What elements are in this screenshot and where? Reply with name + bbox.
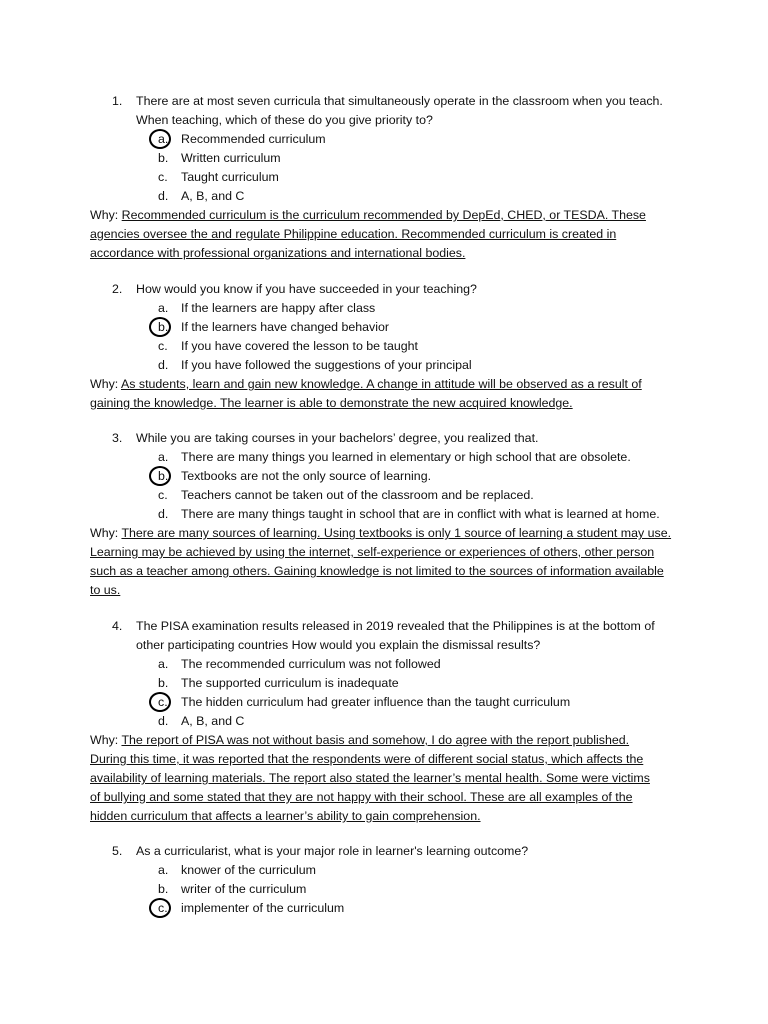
why-text: The report of PISA was not without basis and somehow, I do agree with the report published. [121, 733, 630, 747]
option-d[interactable] [0, 187, 768, 206]
option-text: Textbooks are not the only source of learning. [181, 469, 432, 483]
option-letter: a. [158, 132, 169, 146]
option-text: Teachers cannot be taken out of the classroom and be replaced. [181, 488, 534, 502]
question-3 [0, 429, 768, 600]
question-number: 2. [112, 282, 123, 296]
option-a[interactable] [0, 448, 768, 467]
question-5 [0, 842, 768, 918]
option-letter: d. [158, 714, 169, 728]
option-a[interactable] [0, 130, 768, 149]
option-b[interactable] [0, 880, 768, 899]
option-text: If you have followed the suggestions of your principal [181, 358, 472, 372]
why-text: There are many sources of learning. Using textbooks is only 1 source of learning a student may use. [121, 526, 672, 540]
question-line [0, 842, 768, 861]
option-text: If you have covered the lesson to be taught [181, 339, 418, 353]
why-text: Learning may be achieved by using the internet, self-experience or experiences of others, other person [90, 545, 655, 559]
question-number: 5. [112, 844, 123, 858]
option-text: Recommended curriculum [181, 132, 326, 146]
why-text: to us. [90, 583, 121, 597]
option-b[interactable] [0, 467, 768, 486]
why-explanation [90, 375, 690, 413]
why-label: Why: [90, 377, 121, 391]
question-2 [0, 280, 768, 413]
option-b[interactable] [0, 318, 768, 337]
why-text: hidden curriculum that affects a learner’s ability to gain comprehension. [90, 809, 481, 823]
option-letter: b. [158, 320, 169, 334]
option-letter: c. [158, 488, 168, 502]
option-text: The hidden curriculum had greater influence than the taught curriculum [181, 695, 571, 709]
question-text: The PISA examination results released in 2019 revealed that the Philippines is at the bottom of [136, 619, 655, 633]
why-text: Recommended curriculum is the curriculum recommended by DepEd, CHED, or TESDA. These [121, 208, 646, 222]
why-text: such as a teacher among others. Gaining knowledge is not limited to the sources of information available [90, 564, 664, 578]
option-text: implementer of the curriculum [181, 901, 345, 915]
option-c[interactable] [0, 337, 768, 356]
question-text: other participating countries How would you explain the dismissal results? [136, 638, 541, 652]
option-letter: d. [158, 358, 169, 372]
why-text: agencies oversee the and regulate Philippine education. Recommended curriculum is created in [90, 227, 617, 241]
why-text: During this time, it was reported that the respondents were of different social status, which affects the [90, 752, 644, 766]
why-label: Why: [90, 526, 122, 540]
option-letter: b. [158, 882, 169, 896]
question-number: 4. [112, 619, 123, 633]
option-letter: a. [158, 863, 169, 877]
option-letter: c. [158, 339, 168, 353]
option-text: The recommended curriculum was not followed [181, 657, 441, 671]
question-text: There are at most seven curricula that simultaneously operate in the classroom when you teach. [136, 94, 663, 108]
question-line [0, 617, 768, 636]
option-letter: a. [158, 450, 169, 464]
question-text: How would you know if you have succeeded in your teaching? [136, 282, 477, 296]
question-line [0, 111, 768, 130]
question-line [0, 636, 768, 655]
option-text: If the learners have changed behavior [181, 320, 390, 334]
option-letter: b. [158, 469, 169, 483]
option-letter: c. [158, 170, 168, 184]
why-text: accordance with professional organizations and international bodies. [90, 246, 466, 260]
option-text: knower of the curriculum [181, 863, 316, 877]
why-label: Why: [90, 208, 122, 222]
question-line [0, 429, 768, 448]
option-letter: d. [158, 189, 169, 203]
option-letter: a. [158, 657, 169, 671]
option-c[interactable] [0, 899, 768, 918]
question-1 [0, 92, 768, 263]
option-text: There are many things taught in school that are in conflict with what is learned at home. [181, 507, 660, 521]
option-a[interactable] [0, 655, 768, 674]
option-letter: a. [158, 301, 169, 315]
option-b[interactable] [0, 149, 768, 168]
question-number: 3. [112, 431, 123, 445]
question-4 [0, 617, 768, 826]
why-text: As students, learn and gain new knowledge. A change in attitude will be observed as a result of [120, 377, 642, 391]
option-text: Taught curriculum [181, 170, 279, 184]
question-text: As a curricularist, what is your major role in learner's learning outcome? [136, 844, 529, 858]
option-d[interactable] [0, 356, 768, 375]
why-text: of bullying and some stated that they are not happy with their school. These are all examples of the [90, 790, 633, 804]
option-letter: b. [158, 151, 169, 165]
question-line [0, 280, 768, 299]
option-d[interactable] [0, 505, 768, 524]
why-explanation [90, 524, 690, 600]
question-number: 1. [112, 94, 123, 108]
option-text: Written curriculum [181, 151, 281, 165]
option-c[interactable] [0, 486, 768, 505]
why-label: Why: [90, 733, 122, 747]
option-c[interactable] [0, 693, 768, 712]
option-letter: d. [158, 507, 169, 521]
option-text: The supported curriculum is inadequate [181, 676, 399, 690]
question-text: While you are taking courses in your bachelors’ degree, you realized that. [136, 431, 539, 445]
option-c[interactable] [0, 168, 768, 187]
why-explanation [90, 206, 690, 263]
option-text: A, B, and C [181, 189, 245, 203]
option-letter: c. [158, 901, 168, 915]
question-line [0, 92, 768, 111]
option-d[interactable] [0, 712, 768, 731]
option-text: A, B, and C [181, 714, 245, 728]
option-a[interactable] [0, 299, 768, 318]
option-a[interactable] [0, 861, 768, 880]
option-text: writer of the curriculum [181, 882, 307, 896]
option-letter: b. [158, 676, 169, 690]
question-text: When teaching, which of these do you give priority to? [136, 113, 433, 127]
why-explanation [90, 731, 690, 826]
why-text: availability of learning materials. The report also stated the learner’s mental health. Some were victims [90, 771, 650, 785]
why-text: gaining the knowledge. The learner is able to demonstrate the new acquired knowledge. [90, 396, 573, 410]
option-b[interactable] [0, 674, 768, 693]
option-text: There are many things you learned in elementary or high school that are obsolete. [181, 450, 631, 464]
option-text: If the learners are happy after class [181, 301, 376, 315]
option-letter: c. [158, 695, 168, 709]
